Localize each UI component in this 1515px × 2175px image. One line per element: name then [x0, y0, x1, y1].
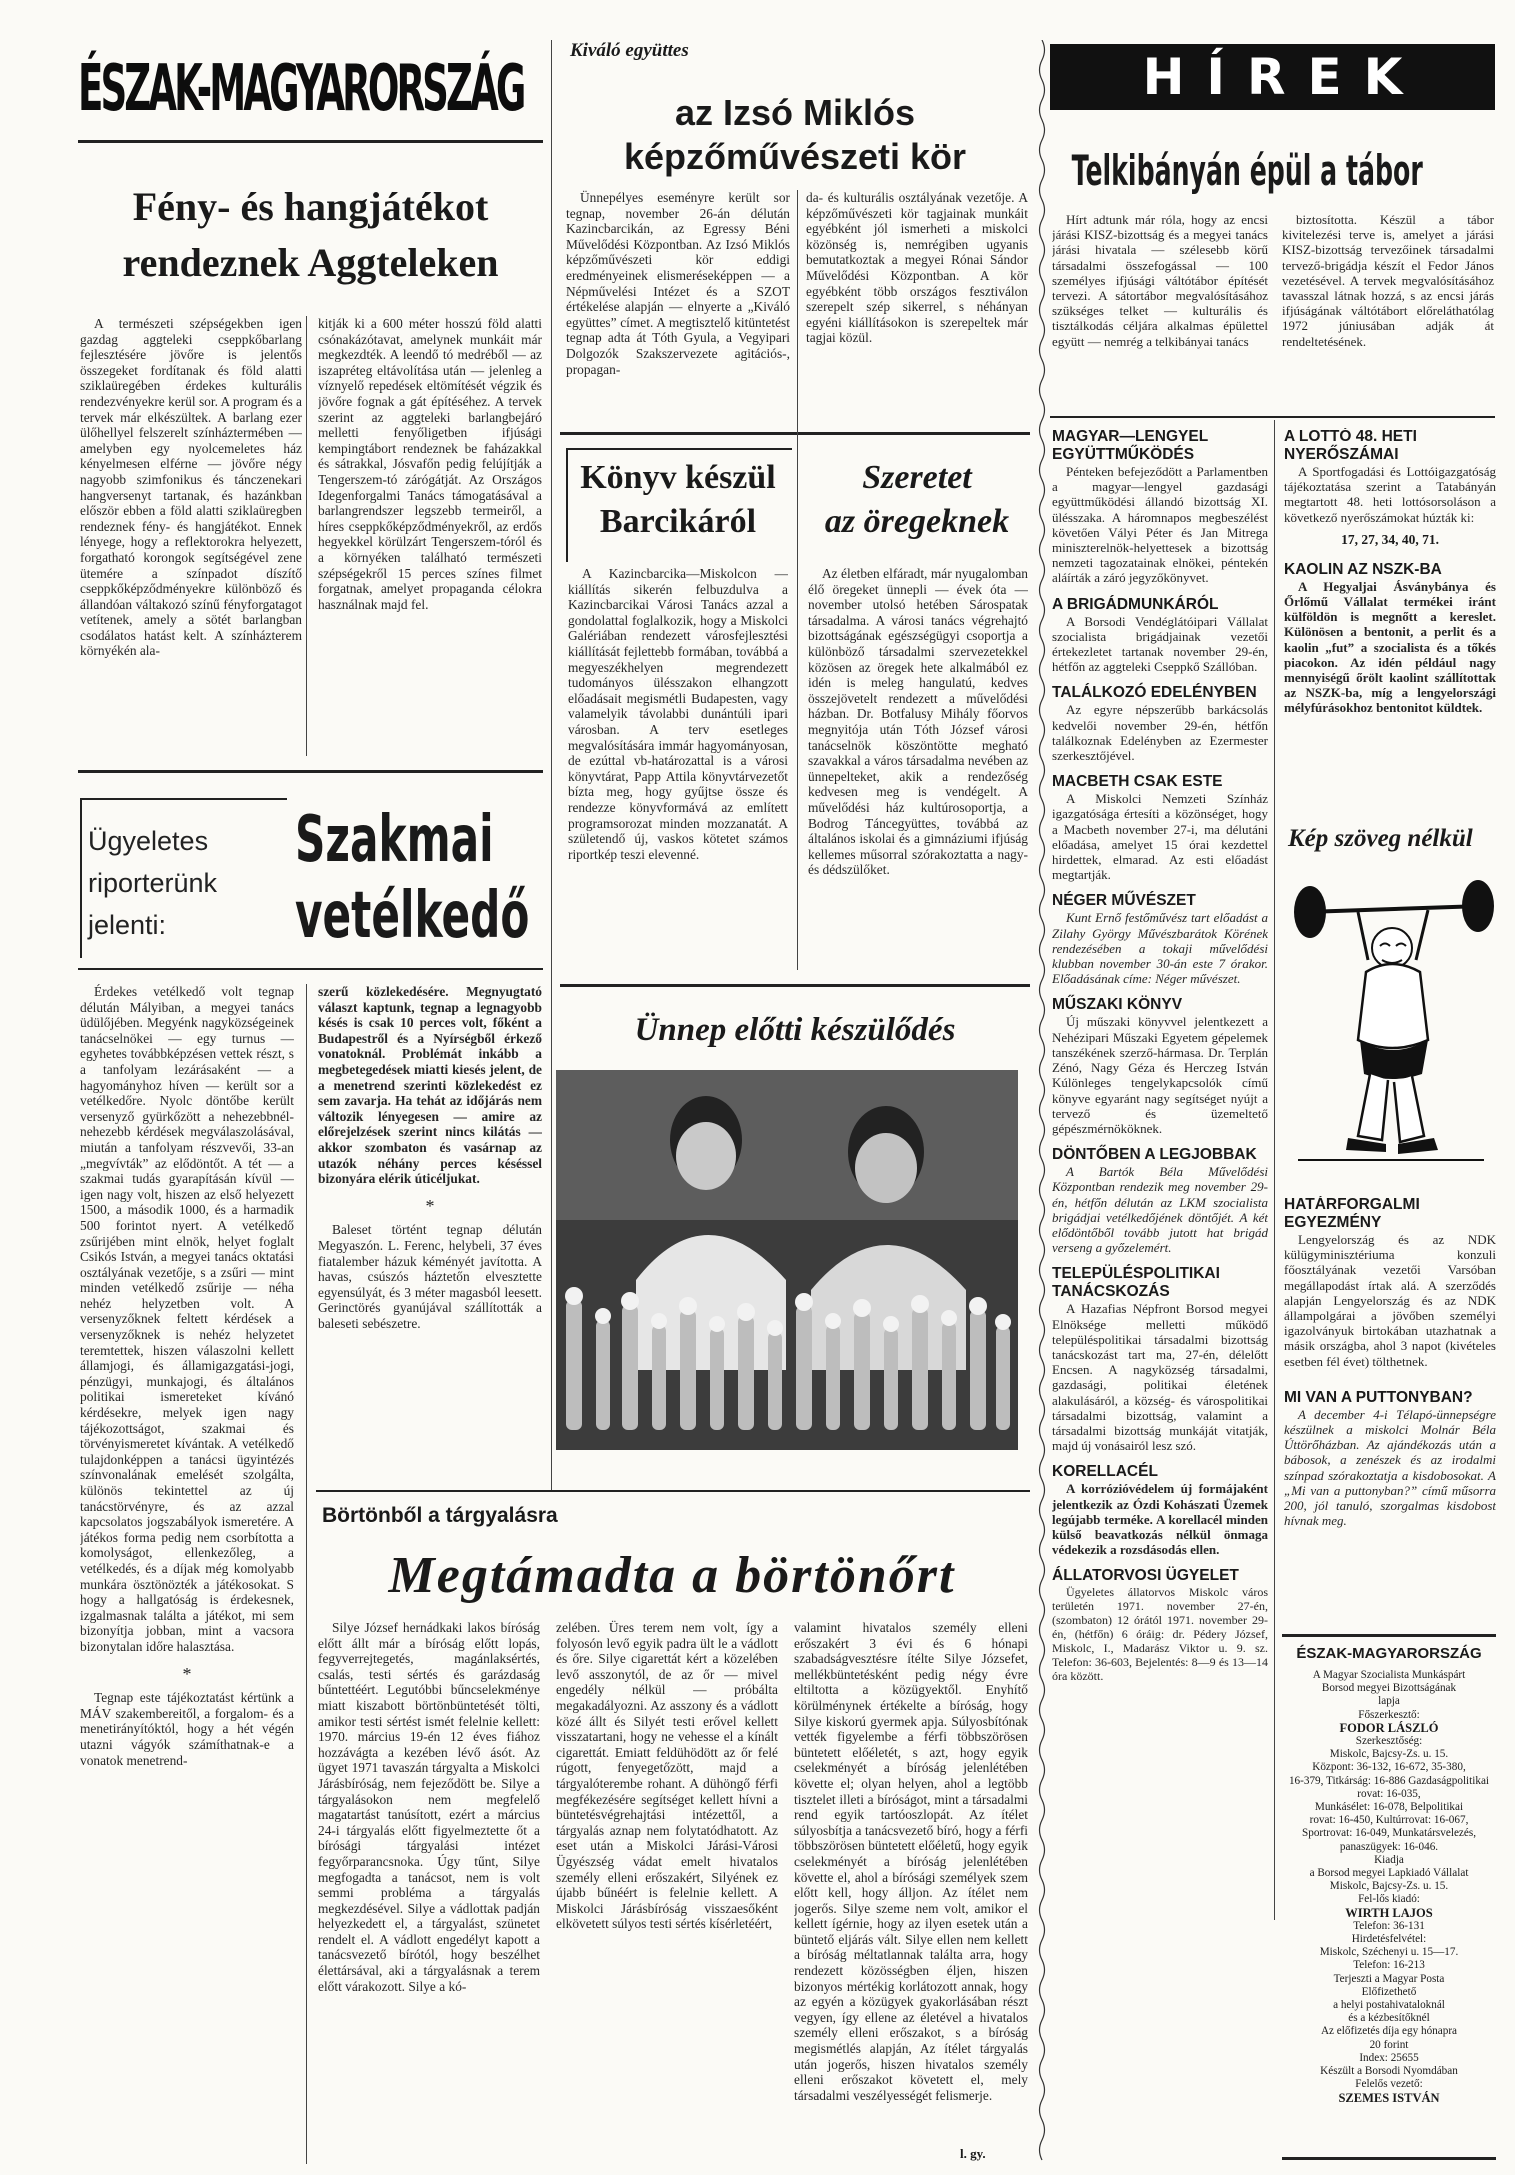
hirek-item-dontoben: [1052, 1146, 1268, 1255]
impressum-line: rovat: 16-450, Kultúrrovat: 16-067,: [1309, 1814, 1469, 1827]
impressum-title: ÉSZAK-MAGYARORSZÁG: [1296, 1645, 1482, 1662]
izso-headline-1: az Izsó Miklós: [674, 92, 916, 133]
impressum-line: Index: 25655: [1359, 2051, 1419, 2064]
hirek-item-text: Ügyeletes állatorvos Miskolc város területén 1971. november 27-én, (szombaton) 12 órától 1971. november 29-én, (hétfőn) 6 óráig: dr. Pédery József, Miskolc, I., Madarász Viktor u. 9. sz. Telefon: 36-603, Bejelentés: 8—9 és 13—14 óra között.: [1052, 1585, 1268, 1684]
hirek-item-title: KORELLACÉL: [1052, 1463, 1158, 1481]
hirek-lead-headline: [1050, 140, 1495, 202]
impressum-line: Kiadja: [1374, 1853, 1404, 1866]
impressum-line: Sportrovat: 16-049, Munkatársvelezés, panaszügyek: 16-046.: [1302, 1827, 1476, 1853]
hirek-item-body: [1052, 910, 1268, 986]
hirek-item-title: MAGYAR—LENGYEL EGYÜTTMŰKÖDÉS: [1052, 428, 1208, 463]
hirek-item-body: [1284, 579, 1496, 716]
photo-headline: Ünnep előtti készülődés: [634, 1012, 956, 1048]
szeretet-rule: [560, 984, 1030, 987]
hirek-item-body: [1052, 464, 1268, 586]
center-left-vrule: [551, 40, 552, 1490]
hirek-item-muszaki: [1052, 996, 1268, 1136]
szakmai-text-2: szerű közlekedésére. Megnyugtató választ kaptunk, tegnap a legnagyobb késés is csak 10 perces volt, főként a Budapestről és a Nyírségből érkező vonatoknál. Problémát inkább a megbetegedések miatti kiesés jelent, de a menetrend szerinti közlekedést ez sem zavarja. Ha tehát az időjárás nem változik lényegesen — amire az előrejelzések szerint nincs kilátás — akkor szombaton és vasárnap az utazók néhány perces késéssel bizonyára elérik úticéljukat.: [318, 984, 542, 1187]
feny-rule: [78, 770, 543, 773]
feny-headline-2: rendeznek Aggteleken: [122, 240, 499, 285]
hirek-item-telepules: [1052, 1265, 1268, 1453]
izso-headline-2: képzőművészeti kör: [623, 136, 967, 177]
hirek-item-korellacel: [1052, 1463, 1268, 1557]
bortonor-text-1: Silye József hernádkaki lakos bíróság előtt állt már a bíróság előtt lopás, fegyverrejtegetés, magánlaksértés, csalás, testi sértés és garázdaság bűntettéért. Legutóbbi bűncselekménye miatt kiszabott börtönbüntetését tölti, amikor testi sértést ismét felelnie kellett: 1970. március 19-én 12 éves fiához hozzávágta a kezében lévő ásót. Az ügyet 1971 tavaszán tárgyalta a Miskolci Járásbíróság, nem fejeződött be. Silye a tárgyalásokon nem megfelelő magatartást tanúsított, ezért a március 24-i tárgyalás előtt figyelmeztette őt a bírósági tárgyalási intézet fegyőrparancsnoka. Úgy tűnt, Silye megfogadta a tanácsot, nem is volt semmi probléma a tárgyalás megkezdésével. Silye a vádlottak padján helyezkedett el, a tárgyalást, szünetet rendelt el. A vádlott engedélyt kapott a tanácsvezető bírótól, hogy beszélhet élettársával, aki a tárgyalásnak a terem előtt várakozott. Silye a kó-: [318, 1620, 540, 1994]
lotto-numbers: 17, 27, 34, 40, 71.: [1341, 531, 1439, 547]
szakmai-star-2: *: [425, 1195, 435, 1216]
hirek-item-title: A LOTTÓ 48. HETI NYERŐSZÁMAI: [1284, 428, 1417, 463]
riporter-line-3: jelenti:: [88, 910, 167, 940]
hirek-item-text: A Hazafias Népfront Borsod megyei Elnöksége melletti működő településpolitikai társadalmi bizottság tanácskozást tart ma, 27-én, délelőtt Encsen. A nagyközség társadalmi, gazdasági, politikai életének alakulásáról, a község- és várospolitikai társadalmi bizottság, valamint a társadalmi bizottság munkáját vitatják, majd új vonásairól lesz szó.: [1052, 1301, 1268, 1454]
szeretet-text: Az életben elfáradt, már nyugalomban élő öregeket ünnepli — évek óta — november utolsó hetében Sárospatak társadalma. A városi tanács végrehajtó bizottságának egészségügyi csoportja a különböző társadalmi szervezetekkel közösen az öregek hete alkalmából ez idén is meleg hangulatú, kedves összejövetelt rendezett a művelődési házban. Dr. Botfalusy Mihály főorvos megnyitója után Tóth József városi tanácselnök köszöntötte megható szavakkal a város társadalma nevében az ünnepelteket, akik a rendezőség kedvesen meg is vendégelt. A művelődési ház kultúrosoportja, a Bodrog Táncegyüttes, továbbá az általános iskolai és a gimnáziumi ifjúság kellemes műsorral szórakoztatta a nagy- és dédszülőket.: [808, 566, 1028, 878]
hirek-item-allatorvosi: [1052, 1567, 1268, 1683]
hirek-item-kaolin: [1284, 561, 1496, 716]
feny-text-1: A természeti szépségekben igen gazdag aggteleki cseppkőbarlang fejlesztésére jövőre is jelentős összegeket fordítanak és föld alatti sziklaüregében érdekes kulturális rendezvényekre kerül sor. A program és a tervek már elkészültek. A barlang ezer ülőhellyel felszerelt színháztermében — amelyben egy nyolcemeletes ház kényelmesen elférne — jövőre négy nagyobb szimfonikus és tánczenekari hangversenyt tartanak, és hazánkban először ebben a föld alatti sziklaüregben rendeznek fény- és hangjátékot. Ennek lényege, hogy a reflektorokra helyezett, forgatható korongok segítségével zene ütemére a színpadot díszítő cseppkőképződményekre különböző és állandóan váltakozó színű fényforgatagot vetítenek, amely a sötét barlangban csodálatos hatást kelt. A színházterem környékén ala-: [80, 316, 302, 659]
impressum-line: 16-379, Titkárság: 16-886 Gazdaságpolitikai rovat: 16-035,: [1288, 1774, 1490, 1800]
impressum-line: a helyi postahivataloknál: [1333, 1999, 1445, 2012]
bortonor-rule-top: [316, 1490, 1030, 1492]
impressum-line: Borsod megyei Bizottságának: [1321, 1682, 1457, 1695]
impressum-line: Miskolc, Széchenyi u. 15—17.: [1319, 1946, 1459, 1959]
hirek-item-title: TELEPÜLÉSPOLITIKAI TANÁCSKOZÁS: [1052, 1265, 1220, 1301]
izso-col-2: [806, 190, 1028, 428]
riporter-line-1: Ügyeletes: [88, 826, 209, 856]
hirek-vrule: [1274, 420, 1275, 1920]
hirek-item-hatarforgalmi: [1284, 1196, 1496, 1369]
bortonor-headline: Megtámadta a börtönőrt: [388, 1547, 956, 1604]
bortonor-text-2: zelében. Üres terem nem volt, így a folyosón levő egyik padra ült le a vádlott és őre. Silye cigarettát kért a közelében levő asszonytól, de az őr — mivel engedély nélkül — próbálta megakadályozni. Az asszony és a vádlott közé állt és Silyét testi erővel kellett visszatartani, hogy ne vehesse el a kínált cigarettát. Emiatt feldühödött az őr felé rúgott, fenyegetőzött, majd a tárgyalóterembe rohant. A dühöngő férfi megfékezésére segítséget kellett hívni a büntetésvégrehajtási intézettől, a tárgyalás aznap nem folytatódhatott. Az eset után a Miskolci Járási-Városi Ügyészség vádat emelt hivatalos személy elleni erőszakért, Silyének ez újabb bűnéért is felelnie kellett. A Miskolci Járásbíróság visszaesőként elkövetett súlyos testi sértés kísérletéért,: [556, 1620, 778, 1932]
weightlifter-cartoon: [1288, 860, 1494, 1190]
impressum-line: FODOR LÁSZLÓ: [1339, 1720, 1439, 1735]
left-vrule-2: [306, 984, 307, 2164]
impressum-line: Előfizethető: [1361, 1985, 1417, 1998]
impressum-line: Munkásélet: 16-078, Belpolitikai: [1314, 1801, 1464, 1814]
hirek-item-body: [1052, 1014, 1268, 1136]
masthead: [78, 40, 543, 138]
hirek-item-text: A korrózióvédelem új formájaként jelentkezik az Ózdi Kohászati Üzemek legújabb terméke. A korellacél minden külső beavatkozás nélkül önmaga védekezik a rozsdásodás ellen.: [1052, 1481, 1268, 1558]
kep-szoveg-caption: Kép szöveg nélkül: [1288, 825, 1473, 852]
hirek-item-text: A Bartók Béla Művelődési Központban rendezik meg november 29-én, hétfőn délután az LKM szocialista brigádjai vetélkedőjének döntőjét. A két elődöntőből tovább jutott hat brigád verseng a győzelemért.: [1052, 1164, 1268, 1256]
hirek-item-title: NÉGER MŰVÉSZET: [1052, 892, 1196, 910]
hirek-banner: [1050, 44, 1495, 110]
bortonor-kicker: Börtönből a tárgyalásra: [322, 1504, 558, 1527]
hirek-item-body: [1052, 614, 1268, 675]
bortonor-col-1: [318, 1620, 540, 2160]
izso-rule: [560, 432, 1030, 435]
hirek-lead-text-2: biztosította. Készül a tábor kivitelezési terve is, amelyet a járási KISZ-bizottság tervezőinek társadalmi tervező-brigádja készít el Fedor János vezetésével. A tervek megvalósításához tavasszal látnak hozzá, s az encsi járás ifjúságának váltótábort előreláthatólag 1972 júniusában adják át rendeltetésének.: [1282, 212, 1494, 349]
impressum-line: Telefon: 36-131: [1353, 1919, 1425, 1932]
hirek-item-text: A Borsodi Vendéglátóipari Vállalat szocialista brigádjainak vezetői értekezletet tartanak november 29-én, hétfőn az aggteleki Cseppkő Szállóban.: [1052, 613, 1268, 675]
impressum-line: a Borsod megyei Lapkiadó Vállalat: [1309, 1867, 1469, 1880]
hirek-item-puttony: [1284, 1389, 1496, 1529]
hirek-right-column-bottom: [1284, 1196, 1496, 1616]
hirek-lead-headline-text: Telkibányán épül a tábor: [1071, 146, 1423, 195]
izso-text-2: da- és kulturális osztályának vezetője. A képzőművészeti kör tagjainak munkáit egyébként jól ismerheti a miskolci közönség is, nemrégiben ugyanis bemutatkoztak a megyei Rónai Sándor Művelődési Központban. A kör egyébként több országos fesztiválon szerepelt szép sikerrel, s néhányan egyéni kiállításokon is szerepeltek már tagjai közül.: [806, 190, 1028, 346]
feny-col-2: [318, 316, 542, 754]
impressum-line: Főszerkesztő:: [1358, 1708, 1420, 1721]
szakmai-text-2b: Baleset történt tegnap délután Megyaszón. L. Ferenc, helybeli, 37 éves fiatalember házuk kéményét javította. A havas, csúszós háztetőn elvesztette egyensúlyát, és 3 méter magasból leesett. Gerinctörés gyanújával szállították a baleseti sebészetre.: [318, 1222, 542, 1331]
szakmai-text-1b: Tegnap este tájékoztatást kértünk a MÁV szakembereitől, a forgalom- és a menetirányítóktól, hogy a hét végén utazni vágyók számíthatnak-e a vonatok menetrend-: [80, 1690, 294, 1768]
impressum-line: és a kézbesítőknél: [1348, 2012, 1430, 2025]
hirek-item-lotto: [1284, 428, 1496, 549]
hirek-left-column: [1052, 428, 1268, 2168]
impressum-line: 20 forint: [1369, 2038, 1409, 2051]
impressum-line: Miskolc, Bajcsy-Zs. u. 15.: [1329, 1880, 1449, 1893]
hirek-item-brigadmunkarol: [1052, 596, 1268, 675]
masthead-title: ÉSZAK-MAGYARORSZÁG: [78, 52, 524, 126]
photo: [556, 1070, 1018, 1450]
konyv-headline-2: Barcikáról: [599, 503, 757, 540]
photo-illustration: [556, 1070, 1018, 1450]
hirek-item-text: A Sportfogadási és Lottóigazgatóság tájékoztatása szerint a Tatabányán megtartott 48. heti lottósorsoláson a következő nyerőszámokat húzták ki:: [1284, 464, 1496, 525]
impressum-line: Készült a Borsodi Nyomdában: [1320, 2065, 1458, 2078]
bortonor-signature: l. gy.: [960, 2146, 986, 2161]
hirek-item-title: TALÁLKOZÓ EDELÉNYBEN: [1052, 684, 1257, 702]
hirek-item-title: HATÁRFORGALMI EGYEZMÉNY: [1284, 1196, 1420, 1231]
szakmai-headline-1-text: Szakmai: [295, 803, 494, 877]
impressum-line: Szerkesztőség:: [1355, 1735, 1423, 1748]
impressum-lines: [1282, 1669, 1496, 2105]
hirek-item-title: A BRIGÁDMUNKÁRÓL: [1052, 595, 1219, 613]
impressum-line: Hirdetésfelvétel:: [1351, 1933, 1427, 1946]
hirek-item-text: A Miskolci Nemzeti Színház igazgatósága értesíti a közönséget, hogy a Macbeth november 27-i, ma délutáni előadása, amelyet 15 órai kezdettel hirdettek, elmarad. Az esti előadást megtartják.: [1052, 791, 1268, 883]
hirek-item-body: [1284, 464, 1496, 525]
izso-text-1: Ünnepélyes eseményre került sor tegnap, november 26-án délután Kazincbarcikán, az Egressy Béni Művelődési Központban. Az Izsó Miklós képzőművészeti kör eddigi eredményeinek elismeréseképpen — a Népművelési Intézet és a SZOT értékelése alapján — elnyerte a „Kiváló együttes” címet. A megtisztelő kitüntetést tegnap adta át Tóth Gyula, a Vegyipari Dolgozók Szakszervezete agitációs-, propagan-: [566, 190, 790, 377]
left-vrule: [306, 316, 307, 756]
hirek-item-title: MI VAN A PUTTONYBAN?: [1284, 1388, 1473, 1406]
hirek-item-text: Új műszaki könyvvel jelentkezett a Nehézipari Műszaki Egyetem gépelemek tanszékének szerző-hármasa. Dr. Terplán Zénó, Nagy Géza és Herczeg István Kúlönleges tengelykapcsolók című könyve egyaránt nagy segítséget nyújt a tervező és üzemeltető gépészmérnököknek.: [1052, 1014, 1268, 1136]
szeretet-headline-1: Szeretet: [862, 459, 972, 496]
hirek-item-body: [1284, 1232, 1496, 1369]
hirek-item-title: ÁLLATORVOSI ÜGYELET: [1052, 1567, 1239, 1585]
szakmai-rule: [78, 968, 543, 970]
hirek-right-column-top: [1284, 428, 1496, 818]
hirek-item-text: A Hegyaljai Ásványbánya és Őrlőmű Vállalat termékei iránt külföldön is megnőtt a kereslet. Különösen a bentonit, a perlit és a kaolin „fut” a szocialista és a tőkés piacokon. Az idén például nagy mennyiségű őrölt kaolint szállítottak az NSZK-ba, míg a lengyelországi mélyfúrásokhoz bentonitot küldtek.: [1284, 578, 1496, 716]
impressum-line: Az előfizetés díja egy hónapra: [1320, 2025, 1458, 2038]
hirek-item-text: Kunt Ernő festőművész tart előadást a Zilahy György Művészbarátok Körének rendezésében a tokaji művelődési klubban november 30-án este 7 órakor. Előadásának címe: Néger művészet.: [1052, 910, 1268, 987]
hirek-item-body: [1052, 791, 1268, 882]
hirek-item-talalkozo: [1052, 684, 1268, 763]
hirek-item-body: [1052, 702, 1268, 763]
impressum-line: A Magyar Szocialista Munkáspárt: [1312, 1669, 1466, 1681]
feny-text-2: kitják ki a 600 méter hosszú föld alatti csónakázótavat, amelynek munkáit már megkezdték. A leendő tó medréből — az iszapréteg eltávolítása után — jelenleg a víznyelő repedések eltömítését végzik és jövőre fognak a gát építéséhez. A tervek szerint az aggteleki barlangbejáró melletti fenyőligetben ifjúsági kempingtábort rendeznek be faházakkal és sátrakkal, Jósvafőn pedig felújítják a Tengerszem-tó zárógátját. Az Országos Idegenforgalmi Tanács támogatásával a barlangrendszer legszebb termeiről, a híres cseppkőképződményekről, az erdős hegyekkel körülzárt Tengerszem-tóról és a környéken található természeti szépségekről 15 perces színes filmet forgatnak, amelyet propaganda célokra használnak majd fel.: [318, 316, 542, 612]
izso-col-1: [566, 190, 790, 428]
hirek-item-title: DÖNTŐBEN A LEGJOBBAK: [1052, 1146, 1257, 1164]
hirek-item-body: [1052, 1585, 1268, 1683]
impressum-line: Terjeszti a Magyar Posta: [1333, 1972, 1445, 1985]
hirek-item-body: [1052, 1164, 1268, 1255]
szakmai-star: *: [182, 1663, 192, 1684]
riporter-box: [80, 798, 287, 958]
szakmai-headline-2: [295, 876, 545, 956]
hirek-item-title: MACBETH CSAK ESTE: [1052, 773, 1223, 791]
hirek-item-magyar-lengyel: [1052, 428, 1268, 586]
izso-kicker: Kiváló együttes: [570, 40, 689, 61]
wavy-separator: [1037, 40, 1047, 2170]
hirek-lead-col-2: [1282, 212, 1494, 412]
impressum: [1282, 1634, 1496, 2160]
masthead-rule: [78, 140, 543, 143]
szakmai-headline-1: [295, 800, 545, 880]
impressum-line: Fel-lős kiadó:: [1358, 1893, 1420, 1906]
hirek-item-body: [1284, 1407, 1496, 1529]
szeretet-headline-2: az öregeknek: [824, 503, 1010, 540]
szakmai-col-1: [80, 984, 294, 2162]
impressum-line: lapja: [1378, 1695, 1400, 1708]
hirek-item-text: Pénteken befejeződött a Parlamentben a magyar—lengyel gazdasági együttműködési állandó bizottság XI. ülésszaka. A háromnapos megbeszélést követően Vályi Péter és Jan Mitrega miniszterelnök-helyettesek a bizottság nemzeti tagozatainak elnökei, péntekén aláírták a záró jegyzőkönyvet.: [1052, 464, 1268, 586]
feny-col-1: [80, 316, 302, 754]
center-vrule: [797, 190, 798, 970]
bortonor-col-2: [556, 1620, 778, 2160]
hirek-item-text: Az egyre népszerűbb barkácsolás kedvelői november 29-én, hétfőn találkoznak Edelényben az Ezermester szerkesztőjével.: [1052, 702, 1268, 764]
hirek-item-macbeth: [1052, 773, 1268, 882]
impressum-line: Felelős vezető:: [1355, 2078, 1423, 2091]
hirek-banner-text: HÍREK: [1142, 48, 1425, 106]
bortonor-col-3: [794, 1620, 1028, 2144]
hirek-item-body: [1052, 1301, 1268, 1453]
szakmai-headline-2-text: vetélkedő: [295, 879, 530, 953]
hirek-item-text: A december 4-i Télapó-ünnepségre készülnek a miskolci Molnár Béla Úttörőházban. Az ajándékozás után a bábosok, a zenészek és az irodalmi színpad szórakoztatja a kisdobosokat. A „Mi van a puttonyban?” című műsorra 200, jól tanuló, szorgalmas kisdobost hívnak meg.: [1284, 1406, 1496, 1529]
konyv-text: A Kazincbarcika—Miskolcon — kiállítás sikerén felbuzdulva a Kazincbarcikai Városi Tanács azzal a gondolattal foglalkozik, hogy a Miskolci Galériában rendezett városfejlesztési kiállítását fejlettebb formában, továbbá a megyeszékhelyen megrendezett tudományos ülésszakon elhangzott előadásait megismétli Budapesten, vagy valamelyik távolabbi dunántúli ipari városban. A terv esetleges megvalósítására immár hagyományosan, de ezúttal vb-határozattal is a városi könyvtárat, Papp Attila könyvtárvezetőt bízta meg, hogy gyűjtse össze és rendezze könyvformává az említett programsorozat minden mozzanatát. A születendő új, vaskos kötetet számos riportkép teszi elevenné.: [568, 566, 788, 862]
hirek-item-title: MŰSZAKI KÖNYV: [1052, 996, 1183, 1014]
konyv-body: [568, 566, 788, 972]
hirek-item-body: [1052, 1481, 1268, 1557]
riporter-line-2: riporterünk: [88, 868, 218, 898]
impressum-line: Miskolc, Bajcsy-Zs. u. 15.: [1329, 1748, 1449, 1761]
impressum-line: WIRTH LAJOS: [1345, 1905, 1433, 1920]
szakmai-col-2: [318, 984, 542, 1452]
hirek-item-title: KAOLIN AZ NSZK-BA: [1284, 560, 1442, 578]
impressum-line: Telefon: 16-213: [1353, 1959, 1425, 1972]
konyv-headline-1: Könyv készül: [580, 459, 776, 496]
impressum-line: SZEMES ISTVÁN: [1338, 2090, 1440, 2105]
szakmai-text-1: Érdekes vetélkedő volt tegnap délután Mályiban, a megyei tanács üdülőjében. Megyénk nagyközségeinek tanácselnökei — egy turnus — egyhetes továbbképzésen vettek részt, s a tanfolyam lezárásaként — a hagyományhoz híven — került sor a vetélkedőre. Nyolc döntőbe került versenyző gyürkőzött a nehezebbnél-nehezebb kérdések megválaszolásával, miután a tanfolyam részvevői, 33-an „megvívták” az elődöntőt. A tét — a szakmai tudás gyarapításán kívül — igen nagy volt, hiszen az első helyezett 1500, a második 1000, és a harmadik 500 forintot nyert. A vetélkedő zsűrijében mint elnök, helyet foglalt Csikós István, a megyei tanács oktatási osztályának vezetője, s a zsűri — mint minden vetélkedő zsűrije — néha nehéz helyzetben volt. A versenyzőknek feltett kérdések a versenyzőknek is nehéz helyzetet teremtettek, hiszen válaszolni kellett államjogi, és államigazgatási-jogi, pénzügyi, munkajogi, és általános politikai ismereteket kívánó kérdésekre, melyek igen nagy tájékozottságot, szakmai és törvényismeretet kívántak. A vetélkedő tulajdonképpen a tanácsi ügyintézés színvonalának emelését szolgálta, különös tekintettel az új tanácstörvényre, és az azzal kapcsolatos jogszabályok ismeretére. A játékos forma pedig nem csorbította a komolyságot, ellenkezőleg, a vetélkedés, és a díjak még komolyabb munkára ösztönözték a játékosokat. S hogy a hallgatóság is érdekesnek, izgalmasnak találta a játékot, mi sem bizonyítja jobban, mint a vacsora bizonytalan időre halasztása.: [80, 984, 294, 1654]
hirek-item-neger: [1052, 892, 1268, 986]
hirek-lead-rule: [1050, 416, 1495, 418]
impressum-line: Központ: 36-132, 16-672, 35-380,: [1312, 1761, 1466, 1774]
hirek-lead-col-1: [1052, 212, 1268, 412]
hirek-lead-text-1: Hírt adtunk már róla, hogy az encsi járási KISZ-bizottság és a megyei tanács járási hivatala — szélesebb körű társadalmi összefogással — 100 személyes ifjúsági váltótábor építését tervezi. A sátortábor megvalósításához szükséges telket — kulturális és tisztálkodás céljára alkalmas épülettel együtt — nemrég a telkibányai tanács: [1052, 212, 1268, 349]
szeretet-body: [808, 566, 1028, 972]
hirek-item-text: Lengyelország és az NDK külügyminisztériuma konzuli főosztályának vezetői Varsóban megállapodást írtak alá. A szerződés alapján Lengyelország és az NDK állampolgárai a jövőben személyi igazolványuk birtokában utazhatnak a másik országba, ahol 3 napot (kivételes esetben fél évet) tölthetnek.: [1284, 1232, 1496, 1369]
feny-headline-1: Fény- és hangjátékot: [132, 184, 489, 229]
bortonor-text-3: valamint hivatalos személy elleni erőszakért 3 évi és 6 hónapi szabadságvesztésre ítélte Silye Józsefet, mellékbüntetésként pedig négy évre eltiltotta a közügyektől. Enyhítő körülménynek értékelte a bíróság, hogy Silye kiskorú gyermek apja. Súlyosbítónak vették figyelembe a férfi többszörösen büntetett előéletét, s azt, hogy egyik cselekményét a bíróság jelenlétében követte el; olyan helyen, ahol a legtöbb tisztelet illeti a bíróságot, mint a társadalmi rend egyik tartóoszlopát. Az ítélet súlyosbítja a tanácsvezető bíró, hogy a férfi többszörösen büntetett előéletű, hogy egyik cselekményét a bíróság jelenlétében követte el, ahol a bírósági személyek szem előtt kell, hogy álljon. Az ítélet nem jogerős. Silye szeme nem volt, amikor el kellett ígérnie, hogy az ilyen esetek után a büntető eljárás vált. Silye ellen nem kellett a bíróság méltatlannak találta arra, hogy rendezett közösségben éljen, hiszen bizonyos mértékig korlátozott annak, hogy az egyén a közügyek gyakorlásában részt vegyen, így ellene az életével a hivatalos személy elleni erőszakot, s a bíróság megismétlés alapján, Az ítélet tárgyalás után jogerős, hiszen hivatalos személy elleni erőszakot követett el, mely társadalmi veszélyességét felismerje.: [794, 1620, 1028, 2103]
